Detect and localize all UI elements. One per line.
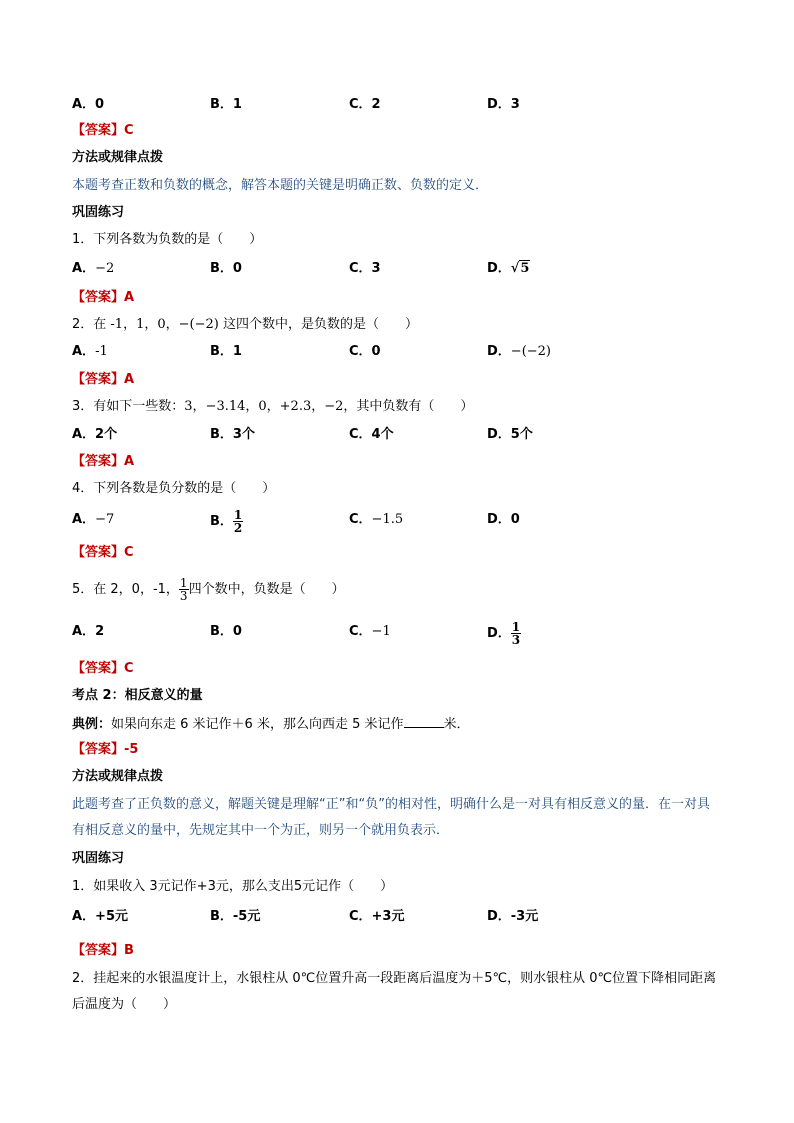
answer-line: 【答案】A (72, 290, 135, 305)
question-5-stem: 5．在 2，0，-1， $\frac{1}{3}$ 四个数中，负数是（ ） (72, 576, 345, 603)
option-b: B． $\frac{1}{2}$ (210, 508, 243, 535)
practice-heading: 巩固练习 (72, 205, 125, 220)
sqrt-symbol: √5 (510, 261, 530, 276)
question-3-stem: 3．有如下一些数：3，−3.14，0，+2.3，−2，其中负数有（ ） (72, 399, 474, 414)
method-heading: 方法或规律点拨 (72, 769, 164, 784)
option-c: C．2 (349, 97, 381, 112)
answer-line: 【答案】C (72, 661, 134, 676)
method-heading: 方法或规律点拨 (72, 150, 164, 165)
option-b: B．0 (210, 261, 242, 276)
option-a: A．−7 (72, 512, 115, 527)
option-d: D．0 (487, 512, 520, 527)
option-c: C．−1.5 (349, 512, 404, 527)
option-c: C．0 (349, 344, 381, 359)
answer-blank (404, 713, 444, 728)
option-d: D．5个 (487, 427, 533, 442)
option-d: D． $\frac{1}{3}$ (487, 620, 521, 647)
option-b: B．1 (210, 344, 242, 359)
method-text: 此题考查了正负数的意义，解题关键是理解“正”和“负”的相对性，明确什么是一对具有相反意义的量．在一对具有相反意义的量中，先规定其中一个为正，则另一个就用负表示． (72, 797, 710, 838)
option-a: A．2 (72, 624, 105, 639)
answer-line: 【答案】-5 (72, 742, 139, 757)
option-c: C．3 (349, 261, 381, 276)
option-d: D．√5 (487, 261, 530, 276)
option-c: C．+3元 (349, 909, 405, 924)
answer-line: 【答案】C (72, 123, 134, 138)
answer-line: 【答案】A (72, 454, 135, 469)
example-question: 典例：如果向东走 6 米记作＋6 米，那么向西走 5 米记作 米． (72, 713, 470, 735)
option-d: D．−(−2) (487, 344, 551, 359)
option-d: D．-3元 (487, 909, 539, 924)
option-b: B．-5元 (210, 909, 261, 924)
practice-1-stem: 1．如果收入 3元记作+3元，那么支出5元记作（ ） (72, 879, 394, 894)
option-a: A．-1 (72, 344, 108, 359)
method-text: 本题考查正数和负数的概念，解答本题的关键是明确正数、负数的定义． (72, 178, 489, 193)
option-a: A．−2 (72, 261, 115, 276)
option-b: B．0 (210, 624, 242, 639)
option-b: B．1 (210, 97, 242, 112)
option-a: A．+5元 (72, 909, 128, 924)
option-a: A．2个 (72, 427, 118, 442)
fraction: $\frac{1}{3}$ (511, 620, 521, 647)
answer-line: 【答案】B (72, 943, 134, 958)
option-a: A．0 (72, 97, 105, 112)
option-c: C．−1 (349, 624, 391, 639)
option-d: D．3 (487, 97, 520, 112)
practice-2-stem: 2．挂起来的水银温度计上，水银柱从 0℃位置升高一段距离后温度为＋5℃，则水银柱从 0℃位置下降相同距离后温度为（ ） (72, 971, 717, 1012)
practice-heading: 巩固练习 (72, 851, 125, 866)
answer-line: 【答案】C (72, 545, 134, 560)
answer-line: 【答案】A (72, 372, 135, 387)
option-b: B．3个 (210, 427, 255, 442)
fraction: $\frac{1}{3}$ (179, 576, 188, 603)
question-1-stem: 1．下列各数为负数的是（ ） (72, 232, 263, 247)
topic-2-heading: 考点 2：相反意义的量 (72, 688, 203, 703)
question-2-stem: 2．在 -1，1，0，−(−2) 这四个数中，是负数的是（ ） (72, 317, 418, 332)
question-4-stem: 4．下列各数是负分数的是（ ） (72, 481, 276, 496)
fraction: $\frac{1}{2}$ (233, 508, 243, 535)
option-c: C．4个 (349, 427, 394, 442)
